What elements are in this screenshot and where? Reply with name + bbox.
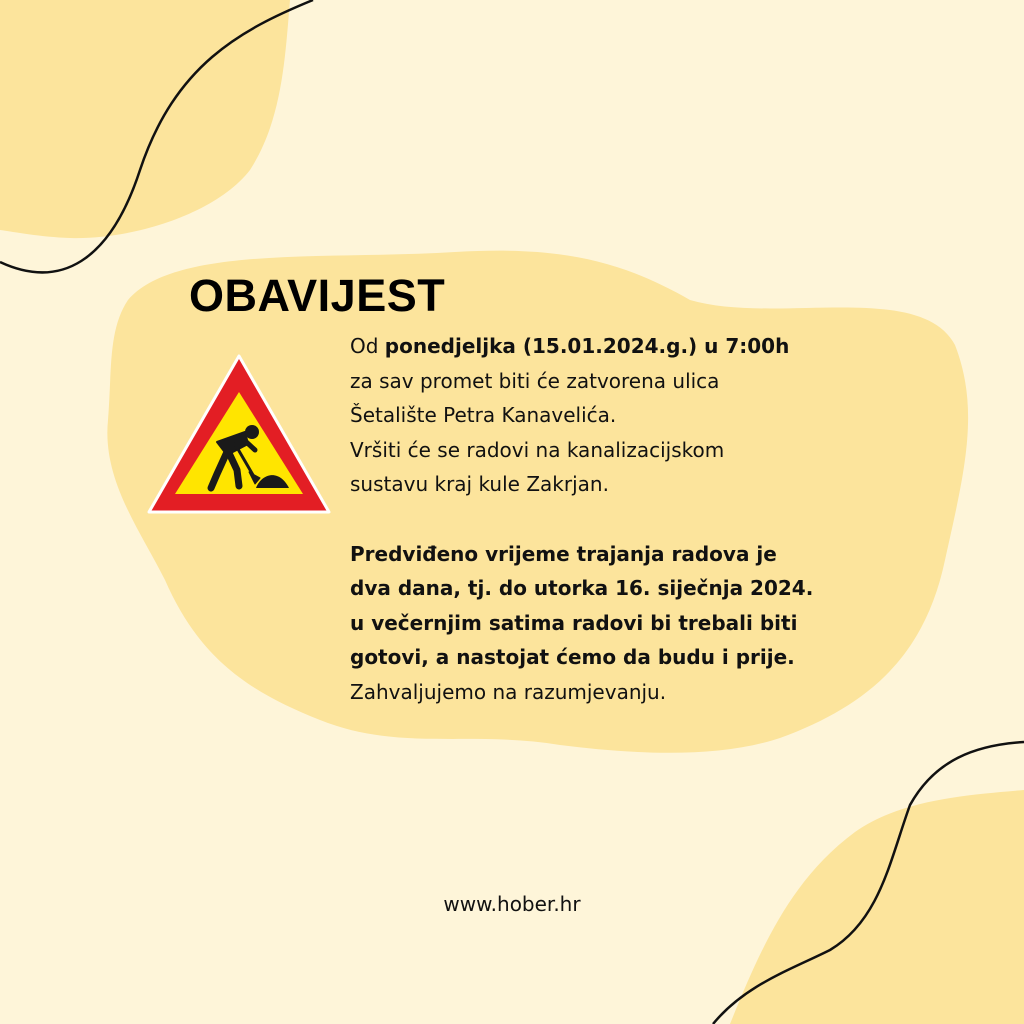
road-works-icon	[145, 352, 333, 520]
thanks-line: Zahvaljujemo na razumjevanju.	[350, 679, 667, 704]
details-line-4: gotovi, a nastojat ćemo da budu i prije.	[350, 645, 795, 670]
page-title: OBAVIJEST	[189, 270, 446, 321]
details-line-1: Predviđeno vrijeme trajanja radova je	[350, 541, 777, 566]
website-link[interactable]: www.hober.hr	[443, 892, 581, 916]
details-line-2: dva dana, tj. do utorka 16. siječnja 2024.	[350, 576, 814, 601]
intro-line-3: Šetalište Petra Kanavelića.	[350, 403, 617, 428]
intro-line-5: sustavu kraj kule Zakrjan.	[350, 472, 609, 497]
details-line-3: u večernjim satima radovi bi trebali biti	[350, 610, 798, 635]
intro-line-4: Vršiti će se radovi na kanalizacijskom	[350, 437, 725, 462]
paragraph-gap	[350, 502, 870, 537]
intro-line-2: za sav promet biti će zatvorena ulica	[350, 368, 720, 393]
closure-date: ponedjeljka (15.01.2024.g.) u 7:00h	[384, 334, 790, 358]
notice-body	[350, 329, 870, 710]
intro-line-1	[350, 329, 870, 364]
intro-prefix: Od	[350, 334, 385, 358]
